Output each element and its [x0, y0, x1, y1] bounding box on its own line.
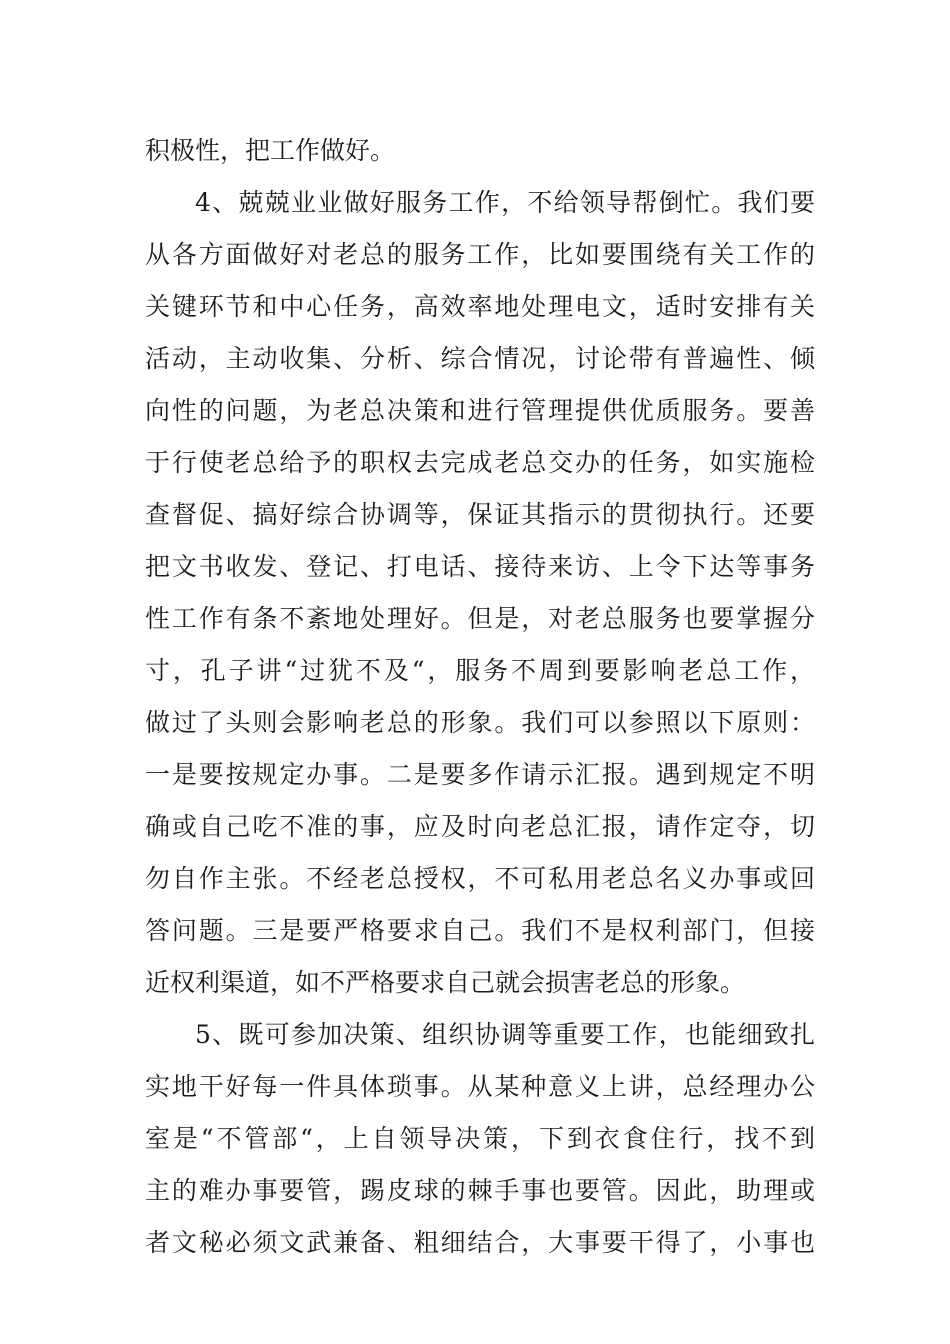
- text-line: 实地干好每一件具体琐事。从某种意义上讲，总经理办公: [145, 1072, 815, 1101]
- paragraph-5-start: 5、既可参加决策、组织协调等重要工作，也能细致扎: [195, 1020, 815, 1049]
- paragraph-4-start: 4、兢兢业业做好服务工作，不给领导帮倒忙。我们要: [195, 188, 815, 217]
- text-line: 一是要按规定办事。二是要多作请示汇报。遇到规定不明: [145, 760, 815, 789]
- text-line: 性工作有条不紊地处理好。但是，对老总服务也要掌握分: [145, 604, 815, 633]
- body-text: [145, 125, 815, 1269]
- text-line: 室是“不管部“，上自领导决策，下到衣食住行，找不到: [145, 1124, 815, 1153]
- text-line: 答问题。三是要严格要求自己。我们不是权利部门，但接: [145, 916, 815, 945]
- text-line: 确或自己吃不准的事，应及时向老总汇报，请作定夺，切: [145, 812, 815, 841]
- text-line: 查督促、搞好综合协调等，保证其指示的贯彻执行。还要: [145, 500, 815, 529]
- text-line: 向性的问题，为老总决策和进行管理提供优质服务。要善: [145, 396, 815, 425]
- text-line: 积极性，把工作做好。: [145, 136, 396, 165]
- text-line: 于行使老总给予的职权去完成老总交办的任务，如实施检: [145, 448, 815, 477]
- text-line: 从各方面做好对老总的服务工作，比如要围绕有关工作的: [145, 240, 815, 269]
- text-line: 者文秘必须文武兼备、粗细结合，大事要干得了，小事也: [145, 1228, 815, 1257]
- text-line: 做过了头则会影响老总的形象。我们可以参照以下原则：: [145, 708, 815, 737]
- text-line: 主的难办事要管，踢皮球的棘手事也要管。因此，助理或: [145, 1176, 815, 1205]
- text-line: 关键环节和中心任务，高效率地处理电文，适时安排有关: [145, 292, 815, 321]
- text-line: 寸，孔子讲“过犹不及“，服务不周到要影响老总工作，: [145, 656, 815, 685]
- text-line: 活动，主动收集、分析、综合情况，讨论带有普遍性、倾: [145, 344, 815, 373]
- text-line: 勿自作主张。不经老总授权，不可私用老总名义办事或回: [145, 864, 815, 893]
- text-line: 把文书收发、登记、打电话、接待来访、上令下达等事务: [145, 552, 815, 581]
- text-line: 近权利渠道，如不严格要求自己就会损害老总的形象。: [145, 968, 746, 997]
